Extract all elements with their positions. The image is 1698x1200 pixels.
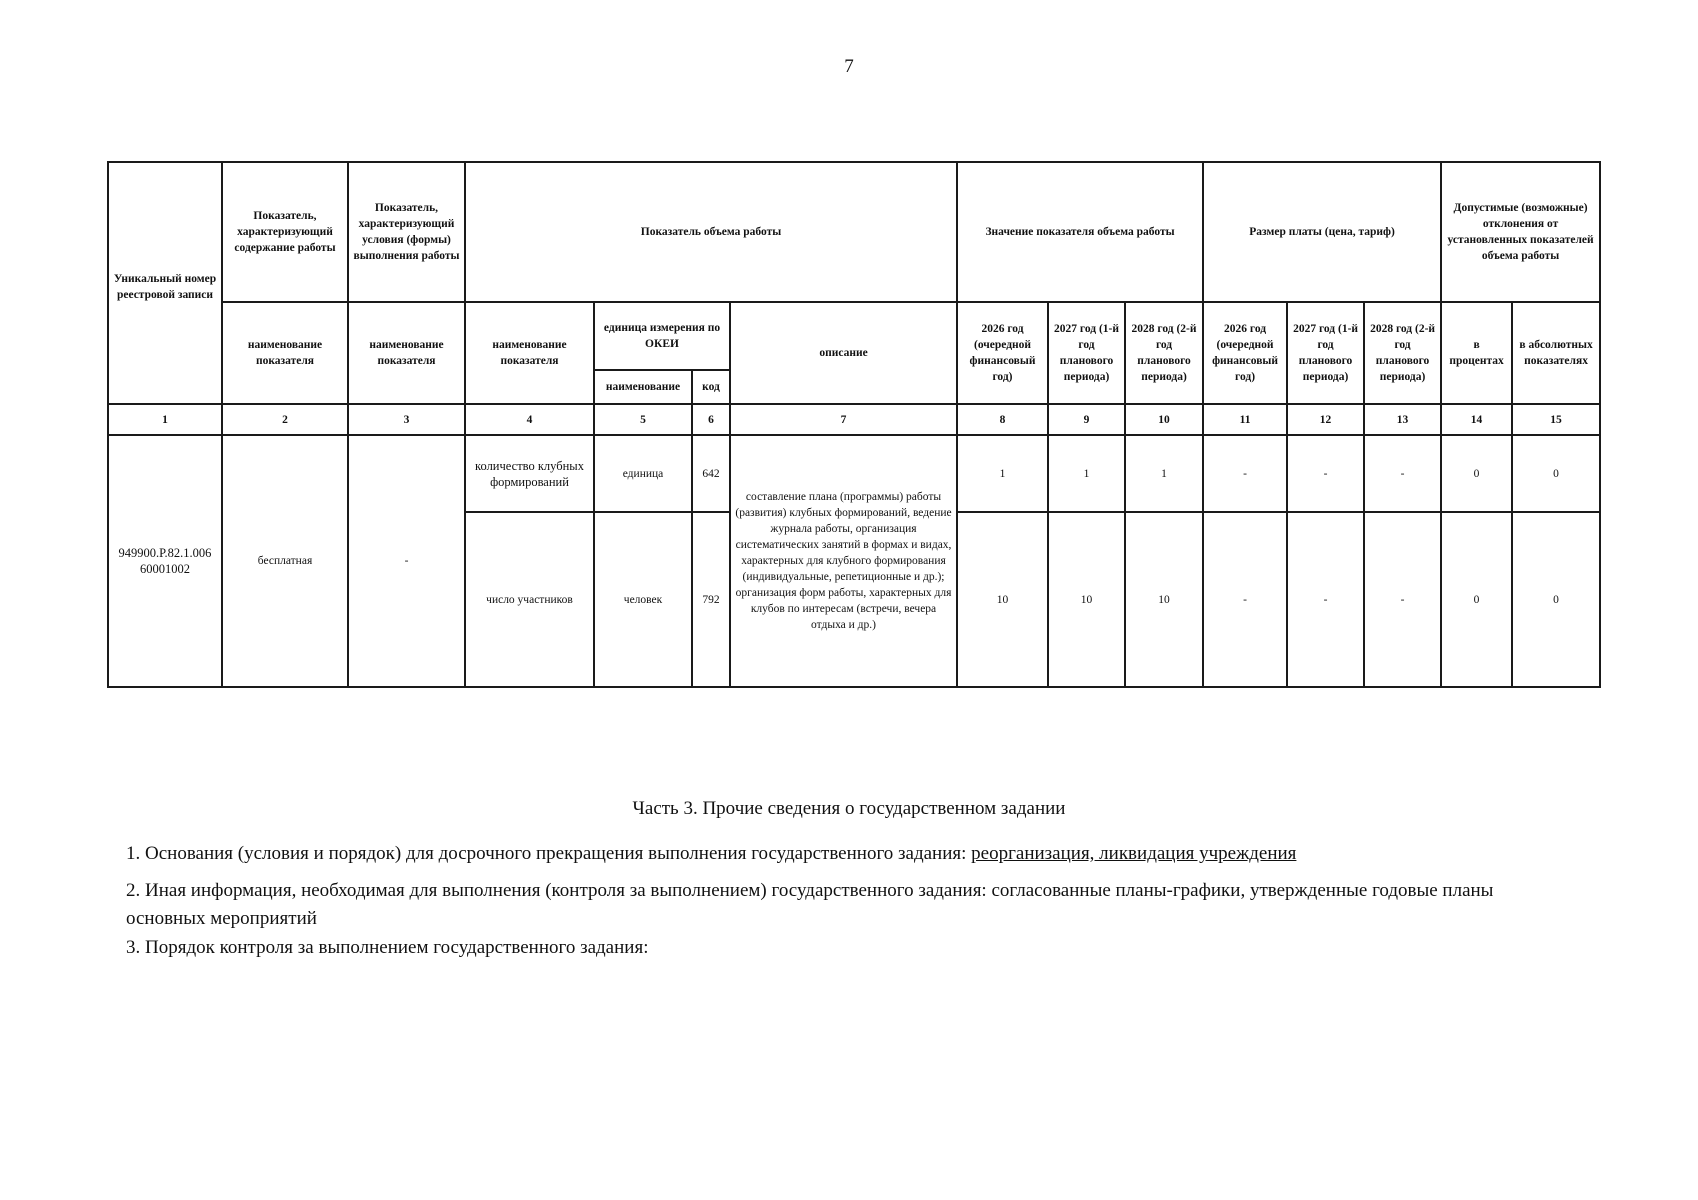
column-number: 12 [1287,404,1364,435]
fee-2026: - [1203,435,1287,512]
subheader-fee-2026: 2026 год (очередной финансовый год) [1203,302,1287,404]
column-number: 5 [594,404,692,435]
part3-item-1 [126,840,1556,868]
subheader-okei-unit: единица измерения по ОКЕИ [594,302,730,370]
subheader-fee-2027: 2027 год (1-й год планового периода) [1287,302,1364,404]
value-2028: 1 [1125,435,1203,512]
fee-2027: - [1287,435,1364,512]
column-number: 3 [348,404,465,435]
subheader-year-2028: 2028 год (2-й год планового периода) [1125,302,1203,404]
deviation-absolute: 0 [1512,435,1600,512]
value-2028: 10 [1125,512,1203,687]
subheader-okei-code: код [692,370,730,404]
column-number: 11 [1203,404,1287,435]
column-number: 4 [465,404,594,435]
header-condition-indicator: Показатель, характеризующий условия (формы) выполнения работы [348,162,465,302]
unit-code: 792 [692,512,730,687]
value-2026: 10 [957,512,1048,687]
fee-2027: - [1287,512,1364,687]
value-2027: 10 [1048,512,1125,687]
column-number: 13 [1364,404,1441,435]
header-fee: Размер платы (цена, тариф) [1203,162,1441,302]
part3-title: Часть 3. Прочие сведения о государственном задании [632,798,1066,819]
registry-number: 949900.Р.82.1.006 60001002 [108,435,222,687]
fee-2026: - [1203,512,1287,687]
subheader-year-2027: 2027 год (1-й год планового периода) [1048,302,1125,404]
value-2026: 1 [957,435,1048,512]
subheader-indicator-name: наименование показателя [348,302,465,404]
subheader-indicator-name: наименование показателя [465,302,594,404]
subheader-fee-2028: 2028 год (2-й год планового периода) [1364,302,1441,404]
indicator-name: число участников [465,512,594,687]
subheader-description: описание [730,302,957,404]
subheader-year-2026: 2026 год (очередной финансовый год) [957,302,1048,404]
unit-name: человек [594,512,692,687]
header-content-indicator: Показатель, характеризующий содержание работы [222,162,348,302]
column-number-row [108,404,1600,435]
column-number: 8 [957,404,1048,435]
deviation-percent: 0 [1441,512,1512,687]
content-value: бесплатная [222,435,348,687]
column-number: 2 [222,404,348,435]
item1-value: реорганизация, ликвидация учреждения [971,843,1297,864]
header-deviation: Допустимые (возможные) отклонения от установленных показателей объема работы [1441,162,1600,302]
column-number: 15 [1512,404,1600,435]
condition-value: - [348,435,465,687]
header-volume-indicator: Показатель объема работы [465,162,957,302]
unit-code: 642 [692,435,730,512]
subheader-absolute: в абсолютных показателях [1512,302,1600,404]
part3-item-3: 3. Порядок контроля за выполнением государственного задания: [126,937,649,958]
work-volume-table [107,161,1601,688]
column-number: 6 [692,404,730,435]
work-description: составление плана (программы) работы (развития) клубных формирований, ведение журнала работы, организация систематических занятий в формах и видах, характерных для клубного формирования (индивидуальные, репетиционные и др.); организация форм работы, характерных для клубов по интересам (встречи, вечера отдыха и др.) [730,435,957,687]
column-number: 7 [730,404,957,435]
item1-text: 1. Основания (условия и порядок) для досрочного прекращения выполнения государственного задания: [126,843,972,864]
column-number: 14 [1441,404,1512,435]
header-unique-number: Уникальный номер реестровой записи [108,162,222,404]
indicator-name: количество клубных формирований [465,435,594,512]
column-number: 1 [108,404,222,435]
subheader-indicator-name: наименование показателя [222,302,348,404]
subheader-percent: в процентах [1441,302,1512,404]
header-volume-value: Значение показателя объема работы [957,162,1203,302]
deviation-percent: 0 [1441,435,1512,512]
deviation-absolute: 0 [1512,512,1600,687]
unit-name: единица [594,435,692,512]
fee-2028: - [1364,435,1441,512]
fee-2028: - [1364,512,1441,687]
value-2027: 1 [1048,435,1125,512]
table-row [108,435,1600,512]
column-number: 9 [1048,404,1125,435]
page-number: 7 [844,56,854,77]
column-number: 10 [1125,404,1203,435]
subheader-okei-name: наименование [594,370,692,404]
part3-item-2: 2. Иная информация, необходимая для выполнения (контроля за выполнением) государственного задания: согласованные планы-графики, утвержденные годовые планы основных мероприятий [126,880,1494,929]
